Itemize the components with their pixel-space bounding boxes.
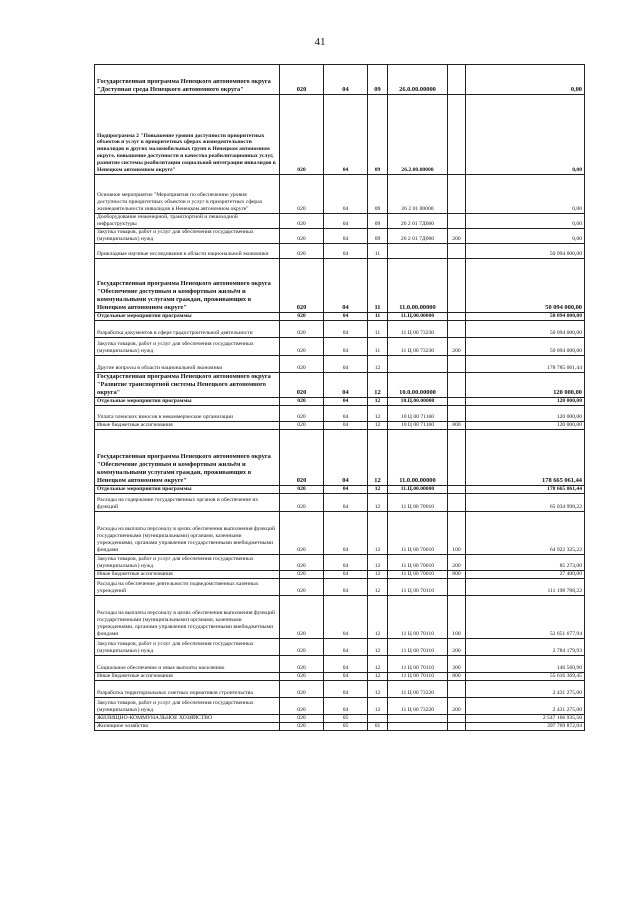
section-code: 04	[324, 596, 368, 639]
expense-type-code: 800	[448, 571, 466, 579]
subsection-code: 12	[368, 430, 388, 486]
row-amount: 2 431 275,00	[466, 681, 585, 698]
section-code: 04	[324, 639, 368, 656]
expense-type-code: 200	[448, 555, 466, 571]
ministry-code: 020	[280, 406, 324, 422]
expense-type-code	[448, 321, 466, 338]
target-article-code: 11 Ц 00 70110	[388, 656, 448, 673]
subsection-code: 09	[368, 95, 388, 175]
row-name: Социальное обеспечение и иные выплаты населению	[95, 656, 280, 673]
expense-type-code	[448, 214, 466, 229]
expense-type-code	[448, 494, 466, 512]
section-code: 04	[324, 494, 368, 512]
row-amount: 64 922 325,22	[466, 512, 585, 555]
section-code: 04	[324, 512, 368, 555]
expense-type-code	[448, 398, 466, 406]
subsection-code: 12	[368, 639, 388, 656]
subsection-code: 12	[368, 681, 388, 698]
target-article-code: 11 Ц 00 70010	[388, 571, 448, 579]
ministry-code: 020	[280, 555, 324, 571]
target-article-code: 11.Ц.00.00000	[388, 486, 448, 494]
row-name: Жилищное хозяйство	[95, 723, 280, 731]
row-name: ЖИЛИЩНО-КОММУНАЛЬНОЕ ХОЗЯЙСТВО	[95, 715, 280, 723]
row-amount: 0,00	[466, 175, 585, 214]
subsection-code: 12	[368, 486, 388, 494]
target-article-code: 11.Ц.00.00000	[388, 313, 448, 321]
subsection-code: 12	[368, 596, 388, 639]
target-article-code: 10.0.00.00000	[388, 373, 448, 398]
section-code: 04	[324, 555, 368, 571]
section-code: 04	[324, 698, 368, 715]
expense-type-code: 800	[448, 422, 466, 430]
row-name: Государственная программа Ненецкого автономного округа "Обеспечение доступным и комфортным жильём и коммунальными услугами граждан, проживающих в Ненецком автономном округе"	[95, 430, 280, 486]
row-name: Закупка товаров, работ и услуг для обеспечения государственных (муниципальных) нужд	[95, 555, 280, 571]
ministry-code: 020	[280, 244, 324, 259]
table-row	[95, 571, 585, 579]
row-name: Расходы на обеспечение деятельности подведомственных казенных учреждений	[95, 579, 280, 596]
table-row	[95, 422, 585, 430]
target-article-code: 11 Ц 00 70010	[388, 555, 448, 571]
row-amount: 120 000,00	[466, 422, 585, 430]
row-name: Закупка товаров, работ и услуг для обеспечения государственных (муниципальных) нужд	[95, 229, 280, 244]
subsection-code: 12	[368, 422, 388, 430]
table-row	[95, 373, 585, 398]
section-code: 04	[324, 430, 368, 486]
table-row	[95, 656, 585, 673]
expense-type-code: 200	[448, 698, 466, 715]
section-code: 04	[324, 175, 368, 214]
expense-type-code	[448, 95, 466, 175]
row-name: Закупка товаров, работ и услуг для обеспечения государственных (муниципальных) нужд	[95, 639, 280, 656]
row-amount: 0,00	[466, 229, 585, 244]
expense-type-code: 200	[448, 229, 466, 244]
target-article-code: 11 Ц 00 70110	[388, 639, 448, 656]
row-amount: 27 400,00	[466, 571, 585, 579]
row-name: Отдельные мероприятия программы	[95, 398, 280, 406]
page-number: 41	[314, 36, 326, 48]
ministry-code: 020	[280, 579, 324, 596]
section-code: 04	[324, 398, 368, 406]
subsection-code: 11	[368, 244, 388, 259]
subsection-code: 12	[368, 373, 388, 398]
subsection-code: 12	[368, 656, 388, 673]
subsection-code: 12	[368, 356, 388, 373]
row-amount: 50 094 000,00	[466, 321, 585, 338]
section-code: 04	[324, 422, 368, 430]
section-code: 04	[324, 406, 368, 422]
table-row	[95, 259, 585, 313]
ministry-code: 020	[280, 486, 324, 494]
row-name: Разработка документов в сфере градостроительной деятельности	[95, 321, 280, 338]
row-name: Государственная программа Ненецкого автономного округа "Доступная среда Ненецкого автономного округа"	[95, 65, 280, 95]
subsection-code: 12	[368, 698, 388, 715]
row-amount: 2 547 166 935,50	[466, 715, 585, 723]
subsection-code: 12	[368, 673, 388, 681]
expense-type-code	[448, 259, 466, 313]
target-article-code: 26.0.00.00000	[388, 65, 448, 95]
table-row	[95, 512, 585, 555]
ministry-code: 020	[280, 512, 324, 555]
row-amount: 0,00	[466, 95, 585, 175]
target-article-code: 11 Ц 00 70010	[388, 494, 448, 512]
subsection-code: 09	[368, 175, 388, 214]
target-article-code: 11.0.00.00000	[388, 259, 448, 313]
row-name: Подпрограмма 2 "Повышение уровня доступности приоритетных объектов и услуг в приоритетных сферах жизнедеятельности инвалидов и других маломобильных групп в Ненецком автономном округе, повышение доступности и качества реабилитационных услуг, развитие системы реабилитации социальной интеграции инвалидов в Ненецком автономном округе"	[95, 95, 280, 175]
target-article-code: 11 Ц 00 73220	[388, 698, 448, 715]
row-amount: 178 665 061,44	[466, 486, 585, 494]
expense-type-code	[448, 681, 466, 698]
row-amount: 50 094 000,00	[466, 259, 585, 313]
row-name: Иные бюджетные ассигнования	[95, 422, 280, 430]
row-amount: 52 651 677,94	[466, 596, 585, 639]
ministry-code: 020	[280, 430, 324, 486]
table-row	[95, 229, 585, 244]
expense-type-code	[448, 356, 466, 373]
target-article-code: 11 Ц 00 73230	[388, 321, 448, 338]
table-row	[95, 356, 585, 373]
target-article-code: 11 Ц 00 70010	[388, 512, 448, 555]
section-code: 04	[324, 338, 368, 356]
table-row	[95, 65, 585, 95]
expense-type-code	[448, 715, 466, 723]
target-article-code: 11 Ц 00 70110	[388, 596, 448, 639]
section-code: 05	[324, 715, 368, 723]
row-name: Другие вопросы в области национальной экономики	[95, 356, 280, 373]
ministry-code: 020	[280, 698, 324, 715]
subsection-code: 09	[368, 65, 388, 95]
table-row	[95, 698, 585, 715]
target-article-code	[388, 723, 448, 731]
row-amount: 120 000,00	[466, 398, 585, 406]
section-code: 04	[324, 656, 368, 673]
target-article-code	[388, 715, 448, 723]
target-article-code: 26 2 01 00000	[388, 175, 448, 214]
row-amount: 2 784 179,93	[466, 639, 585, 656]
expense-type-code	[448, 244, 466, 259]
expense-type-code: 300	[448, 656, 466, 673]
row-amount: 0,00	[466, 65, 585, 95]
section-code: 04	[324, 579, 368, 596]
expense-type-code	[448, 175, 466, 214]
row-amount: 397 769 872,04	[466, 723, 585, 731]
row-amount: 55 616 369,45	[466, 673, 585, 681]
ministry-code: 020	[280, 259, 324, 313]
row-name: Уплата членских взносов в некоммерческие организации	[95, 406, 280, 422]
section-code: 04	[324, 486, 368, 494]
table-row	[95, 494, 585, 512]
row-name: Отдельные мероприятия программы	[95, 313, 280, 321]
row-amount: 111 198 788,22	[466, 579, 585, 596]
section-code: 05	[324, 723, 368, 731]
expense-type-code: 200	[448, 639, 466, 656]
ministry-code: 020	[280, 398, 324, 406]
row-amount: 50 094 000,00	[466, 244, 585, 259]
expense-type-code	[448, 579, 466, 596]
ministry-code: 020	[280, 723, 324, 731]
row-amount: 120 000,00	[466, 406, 585, 422]
row-name: Государственная программа Ненецкого автономного округа "Обеспечение доступным и комфортным жильём и коммунальными услугами граждан, проживающих в Ненецком автономном округе"	[95, 259, 280, 313]
subsection-code	[368, 715, 388, 723]
row-name: Расходы на выплаты персоналу в целях обеспечения выполнения функций государственными (муниципальными) органами, казенными учреждениями, органами управления государственными внебюджетными фондами	[95, 596, 280, 639]
row-amount: 120 000,00	[466, 373, 585, 398]
ministry-code: 020	[280, 673, 324, 681]
target-article-code: 11 Ц 00 73220	[388, 681, 448, 698]
table-row	[95, 555, 585, 571]
table-row	[95, 95, 585, 175]
ministry-code: 020	[280, 356, 324, 373]
subsection-code: 12	[368, 555, 388, 571]
section-code: 04	[324, 681, 368, 698]
table-row	[95, 681, 585, 698]
row-amount: 178 785 061,44	[466, 356, 585, 373]
section-code: 04	[324, 321, 368, 338]
target-article-code: 26 2 01 7Д060	[388, 214, 448, 229]
subsection-code: 01	[368, 723, 388, 731]
table-row	[95, 313, 585, 321]
subsection-code: 11	[368, 313, 388, 321]
subsection-code: 12	[368, 579, 388, 596]
row-name: Закупка товаров, работ и услуг для обеспечения государственных (муниципальных) нужд	[95, 698, 280, 715]
target-article-code: 11 Ц 00 73230	[388, 338, 448, 356]
expense-type-code	[448, 373, 466, 398]
table-row	[95, 723, 585, 731]
subsection-code: 12	[368, 406, 388, 422]
ministry-code: 020	[280, 321, 324, 338]
expense-type-code	[448, 65, 466, 95]
row-amount: 85 273,00	[466, 555, 585, 571]
row-name: Разработка территориальных сметных нормативов строительства	[95, 681, 280, 698]
subsection-code: 11	[368, 338, 388, 356]
section-code: 04	[324, 571, 368, 579]
row-amount: 0,00	[466, 214, 585, 229]
subsection-code: 09	[368, 229, 388, 244]
table-row	[95, 639, 585, 656]
ministry-code: 020	[280, 95, 324, 175]
row-name: Иные бюджетные ассигнования	[95, 673, 280, 681]
table-row	[95, 175, 585, 214]
target-article-code	[388, 244, 448, 259]
target-article-code: 11.0.00.00000	[388, 430, 448, 486]
section-code: 04	[324, 65, 368, 95]
target-article-code: 10 Ц 00 71160	[388, 406, 448, 422]
table-row	[95, 244, 585, 259]
row-name: Закупка товаров, работ и услуг для обеспечения государственных (муниципальных) нужд	[95, 338, 280, 356]
row-name: Расходы на выплаты персоналу в целях обеспечения выполнения функций государственными (муниципальными) органами, казенными учреждениями, органами управления государственными внебюджетными фондами	[95, 512, 280, 555]
ministry-code: 020	[280, 229, 324, 244]
expense-type-code	[448, 723, 466, 731]
table-row	[95, 214, 585, 229]
ministry-code: 020	[280, 681, 324, 698]
table-row	[95, 486, 585, 494]
row-amount: 2 431 275,00	[466, 698, 585, 715]
row-name: Дооборудование инженерной, транспортной и пешеходной инфраструктуры	[95, 214, 280, 229]
ministry-code: 020	[280, 656, 324, 673]
section-code: 04	[324, 244, 368, 259]
ministry-code: 020	[280, 65, 324, 95]
table-row	[95, 430, 585, 486]
target-article-code: 11 Ц 00 70110	[388, 673, 448, 681]
ministry-code: 020	[280, 313, 324, 321]
ministry-code: 020	[280, 422, 324, 430]
expense-type-code	[448, 406, 466, 422]
expense-type-code: 200	[448, 338, 466, 356]
expense-type-code: 100	[448, 596, 466, 639]
row-name: Расходы на содержание государственных органов и обеспечение их функций	[95, 494, 280, 512]
ministry-code: 020	[280, 596, 324, 639]
table-row	[95, 579, 585, 596]
ministry-code: 020	[280, 715, 324, 723]
expense-type-code	[448, 313, 466, 321]
row-amount: 178 665 061,44	[466, 430, 585, 486]
ministry-code: 020	[280, 639, 324, 656]
table-row	[95, 398, 585, 406]
budget-table	[94, 64, 585, 731]
row-amount: 50 094 000,00	[466, 313, 585, 321]
target-article-code: 10 Ц 00 71160	[388, 422, 448, 430]
target-article-code: 10.Ц.00.00000	[388, 398, 448, 406]
table-row	[95, 338, 585, 356]
section-code: 04	[324, 95, 368, 175]
subsection-code: 09	[368, 214, 388, 229]
target-article-code: 26.2.00.00000	[388, 95, 448, 175]
table-row	[95, 715, 585, 723]
ministry-code: 020	[280, 571, 324, 579]
section-code: 04	[324, 313, 368, 321]
row-name: Иные бюджетные ассигнования	[95, 571, 280, 579]
subsection-code: 11	[368, 259, 388, 313]
target-article-code: 26 2 01 7Д060	[388, 229, 448, 244]
subsection-code: 12	[368, 494, 388, 512]
expense-type-code: 800	[448, 673, 466, 681]
ministry-code: 020	[280, 214, 324, 229]
section-code: 04	[324, 356, 368, 373]
subsection-code: 12	[368, 512, 388, 555]
section-code: 04	[324, 214, 368, 229]
row-name: Основное мероприятие "Мероприятия по обеспечению уровня доступности приоритетных объектов и услуг в приоритетных сферах жизнедеятельности инвалидов в Ненецком автономном округе"	[95, 175, 280, 214]
ministry-code: 020	[280, 338, 324, 356]
row-name: Государственная программа Ненецкого автономного округа "Развитие транспортной системы Ненецкого автономного округа"	[95, 373, 280, 398]
table-row	[95, 406, 585, 422]
table-row	[95, 321, 585, 338]
target-article-code	[388, 356, 448, 373]
row-name: Прикладные научные исследования в области национальной экономики	[95, 244, 280, 259]
row-amount: 146 560,90	[466, 656, 585, 673]
row-amount: 50 094 000,00	[466, 338, 585, 356]
subsection-code: 12	[368, 571, 388, 579]
ministry-code: 020	[280, 373, 324, 398]
section-code: 04	[324, 373, 368, 398]
table-row	[95, 596, 585, 639]
table-row	[95, 673, 585, 681]
expense-type-code	[448, 430, 466, 486]
expense-type-code	[448, 486, 466, 494]
subsection-code: 11	[368, 321, 388, 338]
row-name: Отдельные мероприятия программы	[95, 486, 280, 494]
section-code: 04	[324, 229, 368, 244]
expense-type-code: 100	[448, 512, 466, 555]
target-article-code: 11 Ц 00 70110	[388, 579, 448, 596]
section-code: 04	[324, 259, 368, 313]
row-amount: 65 034 998,22	[466, 494, 585, 512]
ministry-code: 020	[280, 494, 324, 512]
ministry-code: 020	[280, 175, 324, 214]
section-code: 04	[324, 673, 368, 681]
subsection-code: 12	[368, 398, 388, 406]
